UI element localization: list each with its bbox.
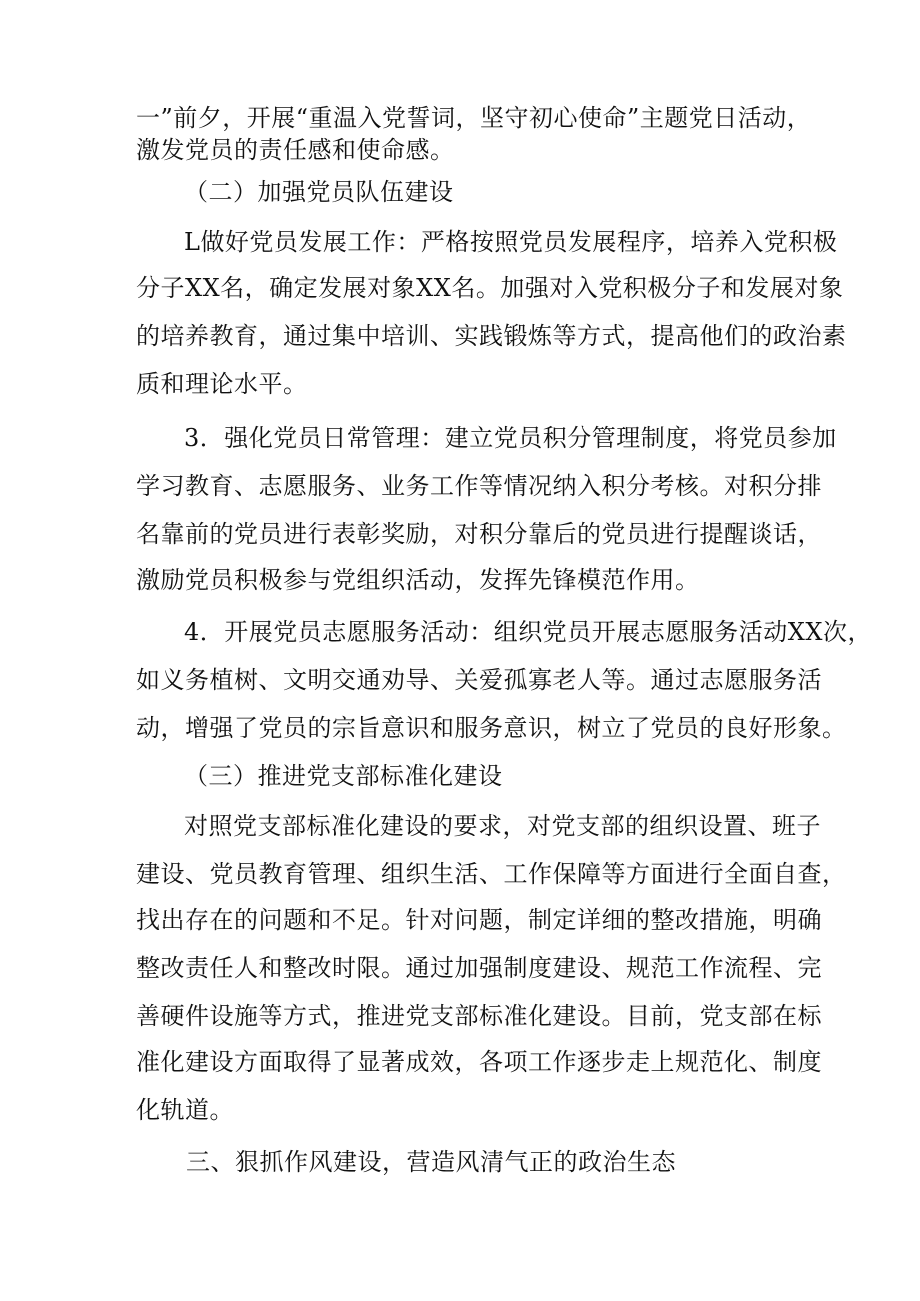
paragraph-line: 建设、党员教育管理、组织生活、工作保障等方面进行全面自查， — [136, 860, 847, 888]
section-subheading: （三）推进党支部标准化建设 — [184, 762, 503, 790]
paragraph-line: 一”前夕，开展“重温入党誓词，坚守初心使命”主题党日活动， — [136, 104, 812, 132]
paragraph-line: 动，增强了党员的宗旨意识和服务意识，树立了党员的良好形象。 — [136, 714, 847, 742]
paragraph-line: 善硬件设施等方式，推进党支部标准化建设。目前，党支部在标 — [136, 1002, 822, 1030]
paragraph-line: 名靠前的党员进行表彰奖励，对积分靠后的党员进行提醒谈话， — [136, 520, 822, 548]
paragraph-line: 的培养教育，通过集中培训、实践锻炼等方式，提高他们的政治素 — [136, 322, 847, 350]
paragraph-line: 找出存在的问题和不足。针对问题，制定详细的整改措施，明确 — [136, 906, 822, 934]
section-heading: 三、狠抓作风建设，营造风清气正的政治生态 — [186, 1148, 676, 1176]
paragraph-line: 化轨道。 — [136, 1096, 234, 1124]
paragraph-line: 激发党员的责任感和使命感。 — [136, 136, 455, 164]
section-subheading: （二）加强党员队伍建设 — [184, 178, 454, 206]
paragraph-line: 如义务植树、文明交通劝导、关爱孤寡老人等。通过志愿服务活 — [136, 666, 822, 694]
paragraph-line: 3．强化党员日常管理：建立党员积分管理制度，将党员参加 — [184, 424, 837, 452]
paragraph-line: 质和理论水平。 — [136, 370, 308, 398]
paragraph-line: 整改责任人和整改时限。通过加强制度建设、规范工作流程、完 — [136, 954, 822, 982]
paragraph-line: 分子XX名，确定发展对象XX名。加强对入党积极分子和发展对象 — [136, 274, 844, 302]
paragraph-line: L做好党员发展工作：严格按照党员发展程序，培养入党积极 — [184, 228, 838, 256]
paragraph-line: 准化建设方面取得了显著成效，各项工作逐步走上规范化、制度 — [136, 1048, 822, 1076]
paragraph-line: 4．开展党员志愿服务活动：组织党员开展志愿服务活动XX次， — [184, 618, 872, 646]
paragraph-line: 学习教育、志愿服务、业务工作等情况纳入积分考核。对积分排 — [136, 472, 822, 500]
paragraph-line: 激励党员积极参与党组织活动，发挥先锋模范作用。 — [136, 566, 700, 594]
paragraph-line: 对照党支部标准化建设的要求，对党支部的组织设置、班子 — [184, 812, 821, 840]
